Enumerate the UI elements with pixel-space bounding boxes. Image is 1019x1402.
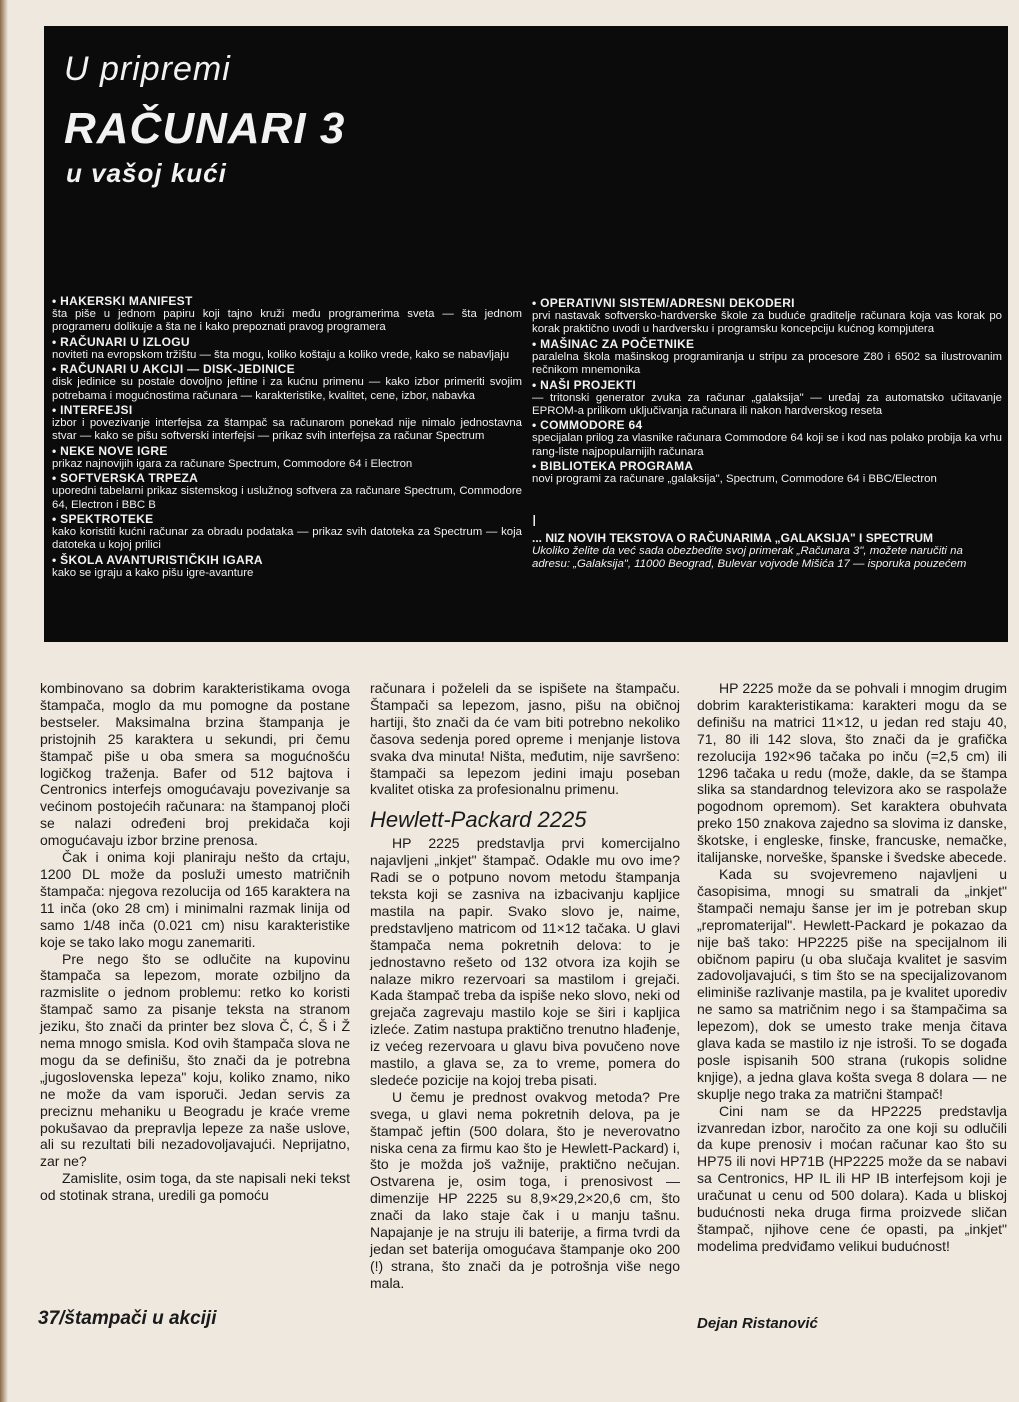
promo-item-head: • MAŠINAC ZA POČETNIKE [532, 337, 1002, 351]
promo-item [52, 553, 522, 580]
promo-item-desc: prikaz najnovijih igara za računare Spectrum, Commodore 64 i Electron [52, 457, 413, 470]
paragraph: Zamislite, osim toga, da ste napisali neki tekst od stotinak strana, uredili ga pomoću [40, 1170, 350, 1204]
promo-title: RAČUNARI 3 [64, 104, 346, 153]
page-folio: 37/štampači u akciji [38, 1308, 217, 1329]
promo-item-head: • BIBLIOTEKA PROGRAMA [532, 459, 1002, 473]
promo-item-desc: — tritonski generator zvuka za računar „galaksija" — uređaj za automatsko učitavanje EPROM-a prilikom uključivanja računara ili nakon hardverskog reseta [532, 391, 1002, 418]
promo-item [52, 444, 522, 471]
promo-item-head: • NEKE NOVE IGRE [52, 444, 522, 458]
promo-item-head: • HAKERSKI MANIFEST [52, 294, 522, 308]
promo-subtitle: u vašoj kući [66, 158, 227, 188]
promo-item-head: • OPERATIVNI SISTEM/ADRESNI DEKODERI [532, 296, 1002, 310]
paragraph: U čemu je prednost ovakvog metoda? Pre svega, u glavi nema pokretnih delova, pa je štampač jeftin (500 dolara, što je neverovatno niska cena za firmu kao što je Hewlett-Packard) i, što je možda još važnije, praktično nečujan. Ostvarena je, osim toga, i prenosivost — dimenzije HP 2225 su 8,9×29,2×20,6 cm, što znači da lako staje čak i u manju tašnu. Napajanje je na struju ili baterije, a firma tvrdi da jedan set baterija omogućava štampanje oko 200 (!) strana, što znači da je potrošnja više nego mala. [370, 1088, 680, 1291]
promo-item-head: • RAČUNARI U AKCIJI — DISK-JEDINICE [52, 362, 522, 376]
promo-left-column [52, 294, 522, 580]
promo-item [532, 418, 1002, 459]
paragraph: Kada su svojevremeno najavljeni u časopisima, mnogi su smatrali da „inkjet" štampači nemaju šanse jer im je potreban skup „repromaterijal". Hewlett-Packard je pokazao da nije baš tako: HP2225 piše na specijalnom ili običnom papiru (u oba slučaja kvalitet je sasvim zadovoljavajući, s tim što se na specijalizovanom eliminiše razlivanje mastila, pa je kvalitet uporediv ne samo sa matričnim nego i sa štampačima sa lepezom), dok se umesto trake menja čitava glava kada se mastilo iz nje istroši. To se događa posle ispisanih 500 strana (rukopis solidne knjige), a jedna glava košta svega 8 dolara — ne skuplje nego traka za matrični štampač! [697, 865, 1007, 1102]
promo-item-desc: uporedni tabelarni prikaz sistemskog i uslužnog softvera za računare Spectrum, Commodore 64, Electron i BBC B [52, 485, 522, 511]
promo-item-head: • NAŠI PROJEKTI [532, 378, 1002, 392]
promo-ellipsis: I [532, 512, 537, 530]
promo-item-desc: kako se igraju a kako pišu igre-avanture [52, 566, 254, 579]
page-edge-shadow [0, 0, 8, 1402]
promo-item-desc: izbor i povezivanje interfejsa za štampač sa računarom ponekad nije nimalo jednostavna stvar — kako se pišu softverski interfejsi — prikaz svih interfejsa za računar Spectrum [52, 417, 522, 443]
paragraph: Čak i onima koji planiraju nešto da crtaju, 1200 DL može da posluži umesto matričnih štampača: njegova rezolucija od 165 karaktera na 11 inča (oko 28 cm) i minimalni razmak linija od samo 1/48 inča (0.021 cm) nisu karakteristike koje se tako lako mogu zanemariti. [40, 849, 350, 950]
author-signature: Dejan Ristanović [697, 1315, 818, 1332]
promo-item-desc: prvi nastavak softversko-hardverske škole za buduće graditelje računara koja vas korak po korak praktično uvodi u hardversku i programsku koncepciju kućnog kompjutera [532, 310, 1002, 336]
promo-item [532, 378, 1002, 419]
promo-item-desc: novi programi za računare „galaksija", Spectrum, Commodore 64 i BBC/Electron [532, 473, 937, 486]
promo-item-desc: paralelna škola mašinskog programiranja u stripu za procesore Z80 i 6502 sa ilustrovanim rečnikom mnemonika [532, 350, 1002, 377]
paragraph: Cini nam se da HP2225 predstavlja izvanredan izbor, naročito za one koji su odlučili da kupe prenosiv i moćan računar kao što su HP75 ili novi HP71B (HP2225 može da se nabavi sa Centronics, HP IL ili HP IB interfejsom koji je uračunat u cenu od 500 dolara). Kada u bliskoj budućnosti neka druga firma proizvede sličan štampač, njihove cene će opasti, pa „inkjet" modelima predviđamo velikui budućnost! [697, 1102, 1007, 1254]
promo-item [532, 459, 1002, 486]
promo-series-line: ... NIZ NOVIH TEKSTOVA O RAČUNARIMA „GALAKSIJA" I SPECTRUM [532, 530, 934, 545]
article-column-2 [370, 680, 680, 1292]
promo-item-desc: šta piše u jednom papiru koji tajno kruži među programerima sveta — šta jednom programeru dolikuje a šta ne i kako prepoznati pravog programera [52, 308, 522, 334]
article-column-3 [697, 680, 1007, 1255]
promo-item [52, 335, 522, 362]
promo-item [52, 403, 522, 444]
promo-kicker: U pripremi [64, 50, 231, 88]
promo-item-desc: disk jedinice su postale dovoljno jeftine i za kućnu primenu — kako izbor primeriti svojim potrebama i mogućnostima računara — karakteristike, kvalitet, cene, izbor, nabavka [52, 376, 522, 402]
promo-item [52, 512, 522, 553]
promo-spacer [532, 487, 1002, 513]
promo-item-head: • SPEKTROTEKE [52, 512, 522, 526]
paragraph: kombinovano sa dobrim karakteristikama ovoga štampača, moglo da mu pomogne da postane bestseler. Maksimalna brzina štampanja je pristojnih 25 karaktera u sekundi, pri čemu štampač piše u oba smera sa mogućnošću logičkog traženja. Bafer od 512 bajtova i Centronics interfejs omogućavaju povezivanje sa većinom postojećih računara: na štampanoj ploči se nalazi određeni broj prekidača koji omogućavaju izbor brzine prenosa. [40, 680, 350, 849]
paragraph: HP 2225 može da se pohvali i mnogim drugim dobrim karakteristikama: karakteri mogu da se definišu na matrici 11×12, u jedan red staju 40, 71, 80 ili 142 slova, što znači da je grafička rezolucija 192×96 tačaka po inču (=2,5 cm) ili 1296 tačaka u redu (može, dakle, da se štampa slika sa standardnog televizora ako se raspolaže pogodnom opremom). Set karaktera obuhvata preko 150 znakova zajedno sa slovima iz danske, škotske, i engleske, finske, francuske, nemačke, italijanske, norveške, španske i švedske abecede. [697, 680, 1007, 866]
promo-item-head: • RAČUNARI U IZLOGU [52, 335, 522, 349]
promo-order-text: Ukoliko želite da već sada obezbedite svoj primerak „Računara 3", možete naručiti na adresu: „Galaksija", 11000 Beograd, Bulevar vojvode Mišića 17 — isporuka pouzećem [532, 544, 967, 571]
promo-item [52, 471, 522, 512]
article-column-1 [40, 680, 350, 1204]
promo-item-head: • SOFTVERSKA TRPEZA [52, 471, 522, 485]
promo-item [532, 296, 1002, 337]
promo-item-desc: noviteti na evropskom tržištu — šta mogu, koliko koštaju a koliko vrede, kako se nabavljaju [52, 348, 510, 361]
paragraph: Pre nego što se odlučite na kupovinu štampača sa lepezom, morate ozbiljno da razmislite o jednom problemu: retko ko koristi štampač samo za pisanje teksta na stranom jeziku, što znači da printer bez slova Č, Ć, Š i Ž nema mnogo smisla. Kod ovih štampača slova ne mogu da se definišu, što znači da je potrebna „jugoslovenska lepeza" koju, koliko znamo, niko ne može da vam isporuči. Jedan servis za preciznu mehaniku u Beogradu je kraće vreme pokušavao da prepravlja lepeze za naše uslove, ali su rezultati bili nezadovoljavajući. Neprijatno, zar ne? [40, 950, 350, 1170]
promo-item-head: • ŠKOLA AVANTURISTIČKIH IGARA [52, 553, 522, 567]
promo-item-desc: specijalan prilog za vlasnike računara Commodore 64 koji se i kod nas polako probija ka vrhu rang-liste najpopularnijih računara [532, 432, 1002, 458]
promo-item [52, 362, 522, 403]
paragraph: HP 2225 predstavlja prvi komercijalno najavljeni „inkjet" štampač. Odakle mu ovo ime? Radi se o potpuno novom metodu štampanja teksta koji se zasniva na izbacivanju kapljice mastila na papir. Svako slovo je, naime, predstavljeno matricom od 11×12 tačaka. U glavi štampača nema pokretnih delova: to je jednostavno rešeto od 132 otvora iza kojih se nalaze mikro rezervoari sa mastilom i grejači. Kada štampač treba da ispiše neko slovo, neki od grejača zagrevaju mastilo koje se širi i kapljica izleće. Zatim nastupa praktično trenutno hlađenje, iz većeg rezervoara u glavu biva povučeno nove mastilo, a glava se, za to vreme, pomera do sledeće pozicije na kojoj treba pisati. [370, 835, 680, 1088]
promo-item-head: • COMMODORE 64 [532, 418, 1002, 432]
promo-item-head: • INTERFEJSI [52, 403, 522, 417]
promo-right-column [532, 296, 1002, 572]
paragraph: računara i poželeli da se ispišete na štampaču. Štampači sa lepezom, jasno, pišu na običnoj hartiji, što znači da će vam biti potrebno nekoliko časova sedenja pored opreme i menjanje listova svaka dva minuta! Ništa, međutim, nije savršeno: štampači sa lepezom jedini imaju poseban kvalitet otiska za profesionalnu primenu. [370, 680, 680, 798]
promo-item [532, 337, 1002, 378]
promo-box [44, 26, 1008, 642]
promo-item [52, 294, 522, 335]
section-heading: Hewlett-Packard 2225 [370, 807, 587, 833]
promo-item-desc: kako koristiti kućni računar za obradu podataka — prikaz svih datoteka za Spectrum — koja datoteka u kojoj prilici [52, 526, 522, 552]
